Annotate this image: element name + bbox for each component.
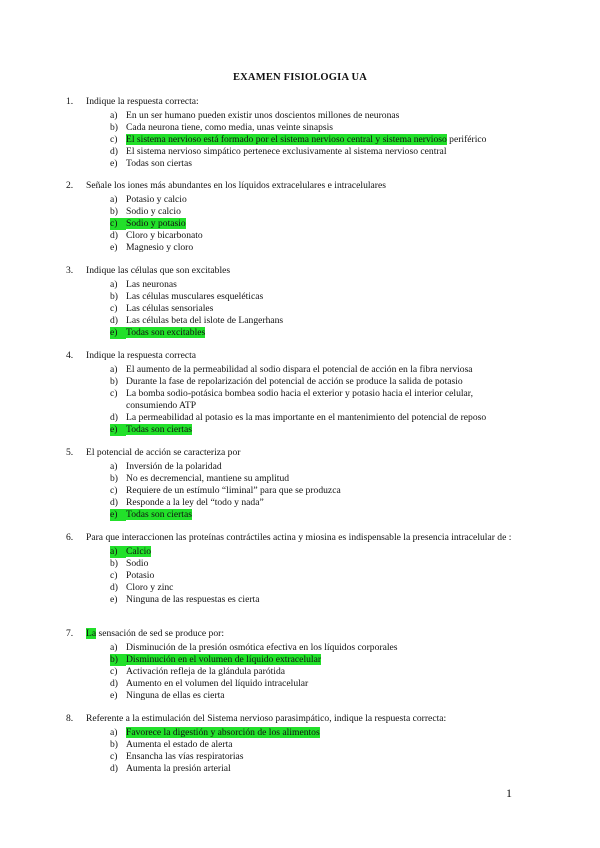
option-correct: b) Disminución en el volumen de líquido extracelular xyxy=(110,654,322,665)
option: e) Todas son ciertas xyxy=(110,158,192,169)
question-text: Indique la respuesta correcta: xyxy=(86,96,199,107)
option-correct: c) Sodio y potasio xyxy=(110,218,186,229)
question-text: El potencial de acción se caracteriza por xyxy=(86,447,241,458)
answer-highlight: Sodio y potasio xyxy=(126,218,186,229)
option: c) La bomba sodio-potásica bombea sodio hacia el exterior y potasio hacia el interior celular, consumiendo ATP xyxy=(110,388,473,411)
option: e) Magnesio y cloro xyxy=(110,242,194,253)
option-correct: a) Calcio xyxy=(110,546,152,557)
option: d) Aumenta la presión arterial xyxy=(110,763,231,774)
option: b) Cada neurona tiene, como media, unas veinte sinapsis xyxy=(110,122,334,133)
option: a) Las neuronas xyxy=(110,279,177,290)
question-number: 4. xyxy=(66,350,74,361)
option: c) Ensancha las vías respiratorias xyxy=(110,751,244,762)
question-text: Señale los iones más abundantes en los líquidos extracelulares e intracelulares xyxy=(86,180,386,191)
option-correct: c) El sistema nervioso está formado por el sistema nervioso central y sistema nervioso periférico xyxy=(110,134,487,145)
option: a) El aumento de la permeabilidad al sodio dispara el potencial de acción en la fibra nerviosa xyxy=(110,364,473,375)
option: d) Responde a la ley del “todo y nada” xyxy=(110,497,264,508)
question-number: 7. xyxy=(66,628,74,639)
question-number: 6. xyxy=(66,532,74,543)
question-number: 8. xyxy=(66,713,74,724)
option: b) Sodio xyxy=(110,558,149,569)
option: d) Aumento en el volumen del líquido intracelular xyxy=(110,678,309,689)
question-text: Indique la respuesta correcta xyxy=(86,350,197,361)
answer-highlight: Favorece la digestión y absorción de los alimentos xyxy=(126,727,320,738)
option: b) Las células musculares esqueléticas xyxy=(110,291,264,302)
question-number: 2. xyxy=(66,180,74,191)
question-3 xyxy=(66,265,536,339)
option: d) La permeabilidad al potasio es la mas importante en el mantenimiento del potencial de reposo xyxy=(110,412,487,423)
option-correct: a) Favorece la digestión y absorción de los alimentos xyxy=(110,727,320,738)
option: c) Las células sensoriales xyxy=(110,303,214,314)
option: a) Potasio y calcio xyxy=(110,194,187,205)
answer-highlight: Todas son ciertas xyxy=(126,509,192,520)
option: b) Durante la fase de repolarización del potencial de acción se produce la salida de potasio xyxy=(110,376,463,387)
question-8 xyxy=(66,713,536,775)
option: c) Potasio xyxy=(110,570,155,581)
question-7 xyxy=(66,628,536,702)
question-number: 3. xyxy=(66,265,74,276)
option: c) Requiere de un estímulo “liminal” para que se produzca xyxy=(110,485,341,496)
question-4 xyxy=(66,350,536,436)
answer-highlight: Todas son excitables xyxy=(126,327,206,338)
option: a) En un ser humano pueden existir unos doscientos millones de neuronas xyxy=(110,110,400,121)
option-correct: e) Todas son excitables xyxy=(110,327,206,338)
option: b) Sodio y calcio xyxy=(110,206,181,217)
answer-highlight: Todas son ciertas xyxy=(126,424,192,435)
question-number: 5. xyxy=(66,447,74,458)
page-title: EXAMEN FISIOLOGIA UA xyxy=(232,72,368,83)
question-text: Para que interaccionen las proteínas contráctiles actina y miosina es indispensable la presencia intracelular de : xyxy=(86,532,512,543)
question-5 xyxy=(66,447,536,521)
page-number: 1 xyxy=(506,786,512,800)
option: b) No es decremencial, mantiene su amplitud xyxy=(110,473,290,484)
option: e) Ninguna de las respuestas es cierta xyxy=(110,594,260,605)
option-correct: e) Todas son ciertas xyxy=(110,509,192,520)
option: a) Inversión de la polaridad xyxy=(110,461,222,472)
option: d) Las células beta del islote de Langerhans xyxy=(110,315,284,326)
option: e) Ninguna de ellas es cierta xyxy=(110,690,225,701)
question-1 xyxy=(66,96,536,170)
option: d) El sistema nervioso simpático pertenece exclusivamente al sistema nervioso central xyxy=(110,146,447,157)
answer-highlight: Disminución en el volumen de líquido extracelular xyxy=(126,654,322,665)
answer-highlight: El sistema nervioso está formado por el sistema nervioso central y sistema nervioso xyxy=(126,134,447,145)
option: d) Cloro y bicarbonato xyxy=(110,230,203,241)
question-number: 1. xyxy=(66,96,74,107)
question-6 xyxy=(66,532,536,606)
answer-highlight: Calcio xyxy=(126,546,152,557)
question-text: La sensación de sed se produce por: xyxy=(86,628,225,639)
option: c) Activación refleja de la glándula parótida xyxy=(110,666,286,677)
option-correct: e) Todas son ciertas xyxy=(110,424,192,435)
question-2 xyxy=(66,180,536,254)
question-text: Referente a la estimulación del Sistema nervioso parasimpático, indique la respuesta correcta: xyxy=(86,713,447,724)
option: b) Aumenta el estado de alerta xyxy=(110,739,233,750)
question-text: Indique las células que son excitables xyxy=(86,265,231,276)
option: d) Cloro y zinc xyxy=(110,582,174,593)
option: a) Disminución de la presión osmótica efectiva en los líquidos corporales xyxy=(110,642,398,653)
